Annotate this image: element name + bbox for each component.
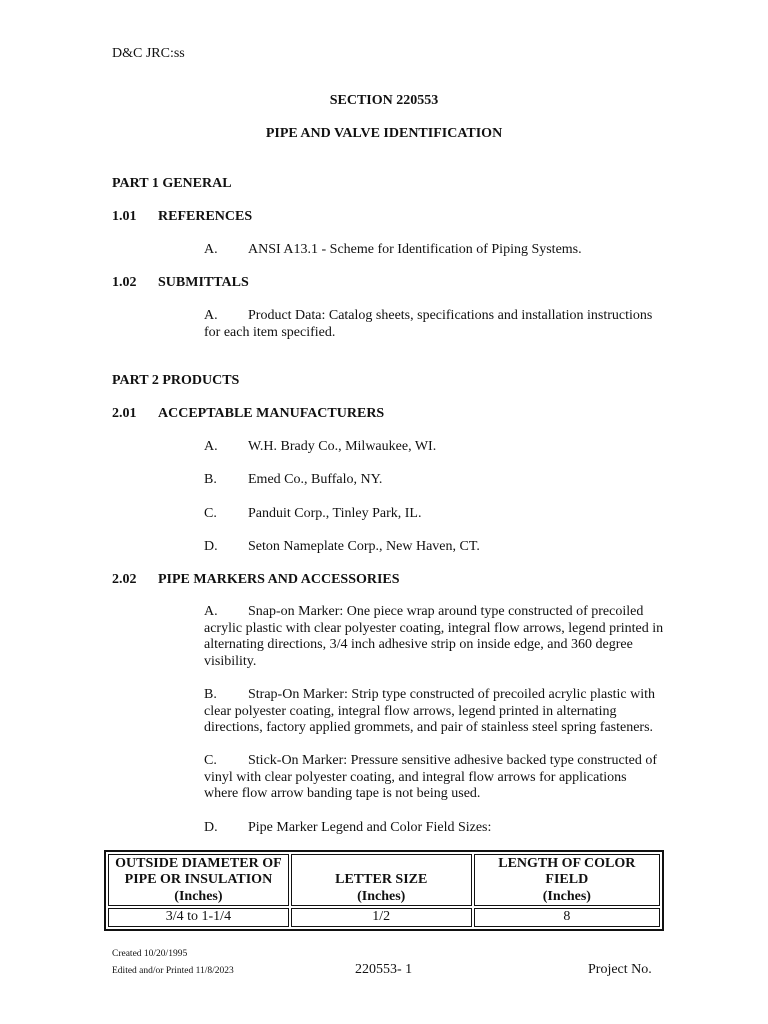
s201-item-a: [204, 439, 436, 455]
item-text: Panduit Corp., Tinley Park, IL.: [248, 506, 422, 521]
s201-item-d: [204, 539, 480, 555]
table-row: [108, 908, 660, 927]
s102-item-a: [204, 308, 664, 341]
s202-title: PIPE MARKERS AND ACCESSORIES: [158, 572, 400, 587]
item-text: Seton Nameplate Corp., New Haven, CT.: [248, 539, 480, 554]
s201-title: ACCEPTABLE MANUFACTURERS: [158, 406, 385, 421]
item-text: Product Data: Catalog sheets, specifications and installation instructions for each item specified.: [204, 308, 653, 340]
item-text: Emed Co., Buffalo, NY.: [248, 472, 383, 487]
part1-heading: PART 1 GENERAL: [112, 176, 232, 191]
footer-edited: Edited and/or Printed 11/8/2023: [112, 966, 234, 976]
s202-number: 2.02: [112, 572, 137, 587]
s201-item-b: [204, 472, 382, 488]
s201-number: 2.01: [112, 406, 137, 421]
s202-item-a: [204, 604, 664, 670]
s101-title: REFERENCES: [158, 209, 253, 224]
table-header-row: [108, 854, 660, 906]
s102-number: 1.02: [112, 275, 137, 290]
item-label: A.: [204, 439, 218, 454]
item-label: C.: [204, 753, 217, 768]
table-cell: 1/2: [291, 908, 472, 927]
s101-item-a: [204, 242, 582, 258]
item-label: A.: [204, 604, 218, 619]
header-letter-size: LETTER SIZE (Inches): [291, 854, 472, 906]
footer-created: Created 10/20/1995: [112, 949, 188, 959]
header-initials: D&C JRC:ss: [112, 46, 185, 61]
header-outside-diameter: OUTSIDE DIAMETER OF PIPE OR INSULATION (Inches): [108, 854, 289, 906]
item-label: A.: [204, 308, 218, 323]
table-cell: 8: [474, 908, 660, 927]
item-label: B.: [204, 472, 217, 487]
item-label: D.: [204, 539, 218, 554]
s101-number: 1.01: [112, 209, 137, 224]
item-label: A.: [204, 242, 218, 257]
part2-heading: PART 2 PRODUCTS: [112, 373, 240, 388]
item-text: Pipe Marker Legend and Color Field Sizes:: [248, 820, 492, 835]
item-label: B.: [204, 687, 217, 702]
s201-item-c: [204, 506, 421, 522]
section-title: PIPE AND VALVE IDENTIFICATION: [265, 126, 503, 141]
table-cell: 3/4 to 1-1/4: [108, 908, 289, 927]
item-text: Snap-on Marker: One piece wrap around type constructed of precoiled acrylic plastic with clear polyester coating, integral flow arrows, legend printed in alternating directions, 3/4 inch adhesive strip on inside edge, and 360 degree visibility.: [204, 604, 664, 669]
item-text: Stick-On Marker: Pressure sensitive adhesive backed type constructed of vinyl with clear polyester coating, and integral flow arrows for applications where flow arrow banding tape is not being used.: [204, 753, 657, 801]
item-text: W.H. Brady Co., Milwaukee, WI.: [248, 439, 437, 454]
footer-project-no: Project No.: [588, 962, 652, 977]
footer-page-number: 220553- 1: [355, 962, 413, 977]
item-text: Strap-On Marker: Strip type constructed of precoiled acrylic plastic with clear polyester coating, integral flow arrows, legend printed in alternating directions, factory applied grommets, and pair of stainless steel spring fasteners.: [204, 687, 656, 735]
s102-title: SUBMITTALS: [158, 275, 249, 290]
item-label: C.: [204, 506, 217, 521]
marker-legend-table: [104, 850, 664, 931]
s202-item-b: [204, 687, 664, 737]
header-color-field-length: LENGTH OF COLOR FIELD (Inches): [474, 854, 660, 906]
item-label: D.: [204, 820, 218, 835]
s202-item-c: [204, 753, 664, 803]
s202-item-d: [204, 820, 491, 836]
item-text: ANSI A13.1 - Scheme for Identification of Piping Systems.: [248, 242, 582, 257]
section-number: SECTION 220553: [329, 93, 439, 108]
